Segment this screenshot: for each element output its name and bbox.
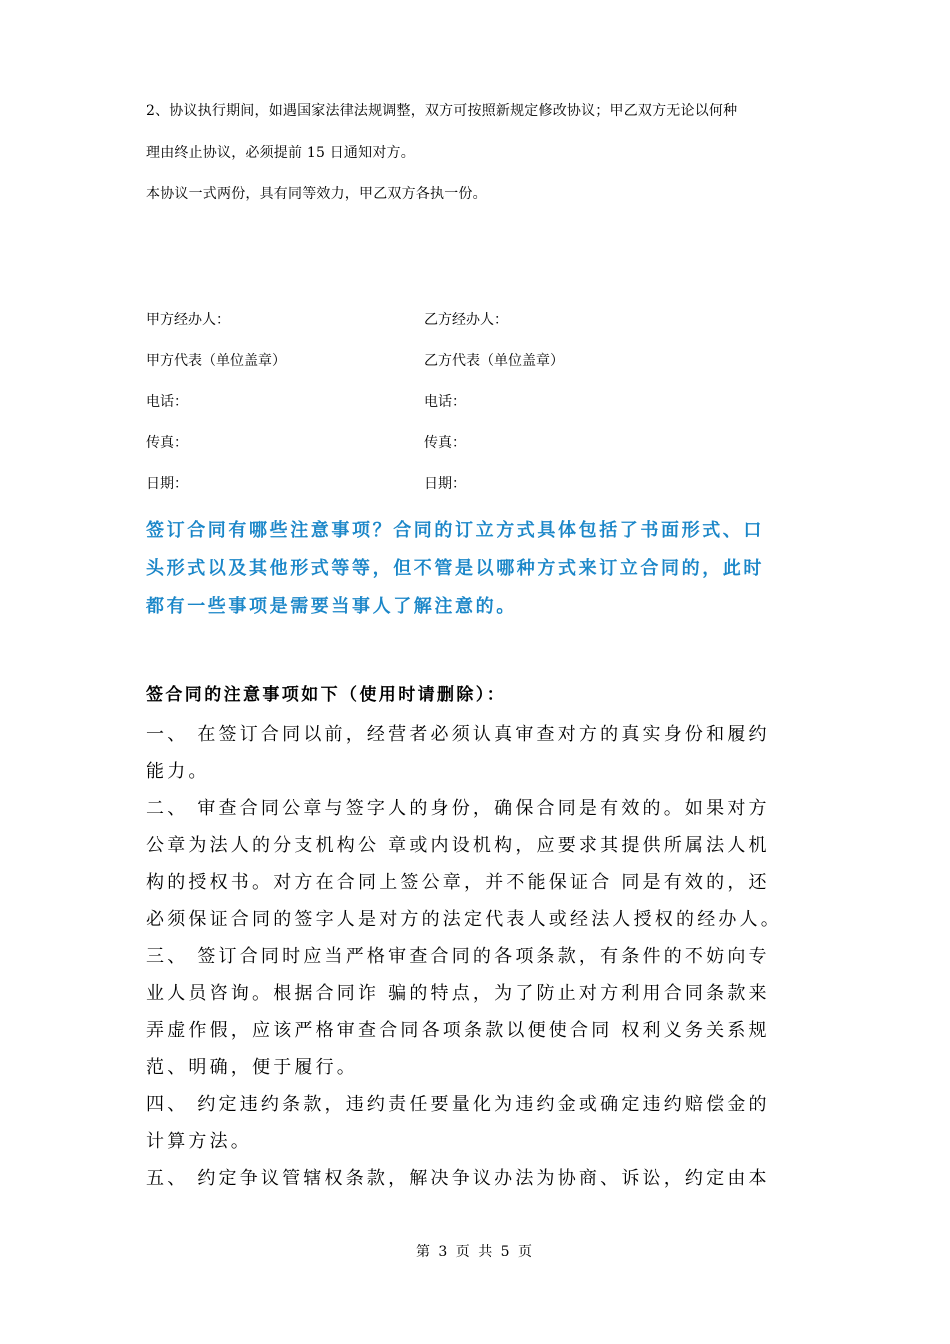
clause-2-line-2: 理由终止协议，必须提前 15 日通知对方。 bbox=[146, 145, 415, 161]
notes-title: 签合同的注意事项如下（使用时请删除）： bbox=[146, 685, 507, 705]
note-line: 构的授权书。对方在合同上签公章，并不能保证合 同是有效的，还 bbox=[146, 872, 770, 893]
notes-list bbox=[146, 716, 816, 1197]
highlight-line: 头形式以及其他形式等等，但不管是以哪种方式来订立合同的，此时 bbox=[146, 558, 764, 579]
highlight-line: 都有一些事项是需要当事人了解注意的。 bbox=[146, 596, 517, 617]
note-line: 五、 约定争议管辖权条款，解决争议办法为协商、诉讼，约定由本 bbox=[146, 1168, 770, 1189]
note-line: 二、 审查合同公章与签字人的身份，确保合同是有效的。如果对方 bbox=[146, 798, 770, 819]
note-line: 能力。 bbox=[146, 761, 210, 782]
party-a-phone: 电话： bbox=[146, 394, 188, 410]
copies-clause: 本协议一式两份，具有同等效力，甲乙双方各执一份。 bbox=[146, 186, 487, 202]
party-b-handler: 乙方经办人： bbox=[424, 312, 508, 328]
note-line: 计算方法。 bbox=[146, 1131, 252, 1152]
note-line: 一、 在签订合同以前，经营者必须认真审查对方的真实身份和履约 bbox=[146, 724, 770, 745]
clause-2-line-1: 2、协议执行期间，如遇国家法律法规调整，双方可按照新规定修改协议；甲乙双方无论以何种 bbox=[146, 103, 738, 119]
highlight-paragraph bbox=[146, 512, 806, 626]
note-line: 必须保证合同的签字人是对方的法定代表人或经法人授权的经办人。 bbox=[146, 909, 782, 930]
party-a-representative: 甲方代表（单位盖章） bbox=[146, 353, 286, 369]
note-line: 四、 约定违约条款，违约责任要量化为违约金或确定违约赔偿金的 bbox=[146, 1094, 770, 1115]
party-b-fax: 传真： bbox=[424, 435, 466, 451]
note-line: 三、 签订合同时应当严格审查合同的各项条款，有条件的不妨向专 bbox=[146, 946, 770, 967]
party-b-phone: 电话： bbox=[424, 394, 466, 410]
party-a-handler: 甲方经办人： bbox=[146, 312, 230, 328]
party-a-date: 日期： bbox=[146, 476, 188, 492]
party-a-fax: 传真： bbox=[146, 435, 188, 451]
note-line: 弄虚作假，应该严格审查合同各项条款以便使合同 权利义务关系规 bbox=[146, 1020, 770, 1041]
highlight-line: 签订合同有哪些注意事项？合同的订立方式具体包括了书面形式、口 bbox=[146, 520, 764, 541]
party-b-date: 日期： bbox=[424, 476, 466, 492]
note-line: 公章为法人的分支机构公 章或内设机构，应要求其提供所属法人机 bbox=[146, 835, 770, 856]
page-number: 第 3 页 共 5 页 bbox=[415, 1244, 535, 1260]
note-line: 范、明确，便于履行。 bbox=[146, 1057, 358, 1078]
note-line: 业人员咨询。根据合同诈 骗的特点，为了防止对方利用合同条款来 bbox=[146, 983, 770, 1004]
party-b-representative: 乙方代表（单位盖章） bbox=[424, 353, 564, 369]
